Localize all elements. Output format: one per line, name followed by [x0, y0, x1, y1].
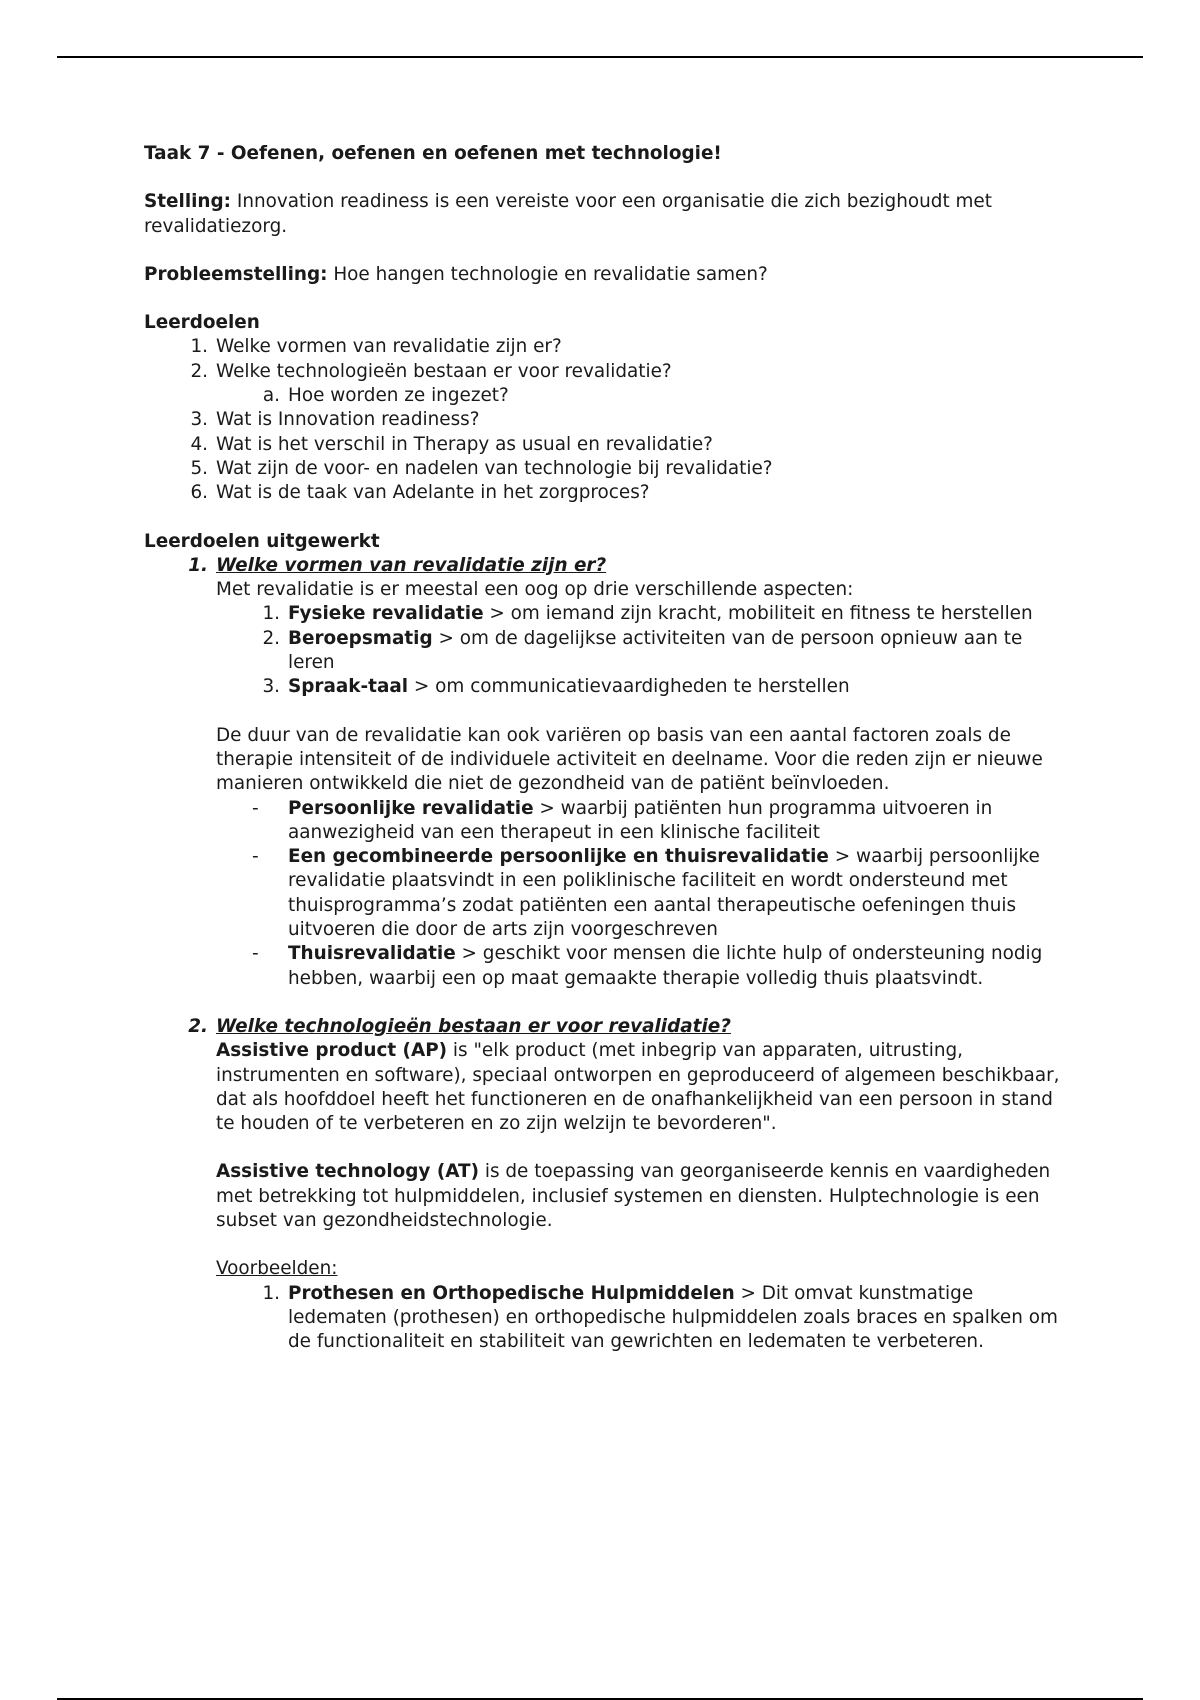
list-item: 2. Beroepsmatig > om de dagelijkse activiteiten van de persoon opnieuw aan te leren [262, 627, 1023, 674]
bullet-item: - Persoonlijke revalidatie > waarbij patiënten hun programma uitvoeren in aanwezigheid van een therapeut in een klinische faciliteit [252, 797, 993, 843]
list-item: 2. Welke technologieën bestaan er voor revalidatie? [190, 360, 672, 382]
bullet-item: - Een gecombineerde persoonlijke en thuisrevalidatie > waarbij persoonlijke revalidatie plaatsvindt in een poliklinische faciliteit en wordt ondersteund met thuisprogramma’s zodat patiënten een aantal therapeutische oefeningen thuis uitvoeren die door de arts zijn voorgeschreven [252, 846, 1040, 941]
examples-label: Voorbeelden: [216, 1258, 338, 1280]
section-1-title: 1. Welke vormen van revalidatie zijn er? [188, 554, 607, 576]
header-rule [57, 56, 1143, 58]
leerdoelen-list [144, 335, 1074, 505]
list-item: 1. Prothesen en Orthopedische Hulpmiddelen > Dit omvat kunstmatige ledematen (prothesen) en orthopedische hulpmiddelen zoals braces en spalken om de functionaliteit en stabiliteit van gewrichten en ledematen te verbeteren. [262, 1282, 1058, 1353]
leerdoelen-heading: Leerdoelen [144, 312, 260, 334]
section-1-paragraph: De duur van de revalidatie kan ook variëren op basis van een aantal factoren zoals de therapie intensiteit of de individuele activiteit en deelname. Voor die reden zijn er nieuwe manieren ontwikkeld die niet de gezondheid van de patiënt beïnvloeden. [216, 724, 1043, 795]
section-1-intro: Met revalidatie is er meestal een oog op drie verschillende aspecten: [216, 579, 854, 601]
list-item: 3. Wat is Innovation readiness? [190, 409, 480, 431]
document-title: Taak 7 - Oefenen, oefenen en oefenen met technologie! [144, 143, 722, 164]
list-item: 4. Wat is het verschil in Therapy as usual en revalidatie? [190, 433, 713, 455]
list-item: a. Hoe worden ze ingezet? [262, 385, 509, 407]
document-body [144, 142, 1074, 1354]
list-item: 1. Fysieke revalidatie > om iemand zijn kracht, mobiliteit en fitness te herstellen [262, 603, 1033, 625]
uitgewerkt-heading: Leerdoelen uitgewerkt [144, 530, 380, 552]
list-item: 6. Wat is de taak van Adelante in het zorgproces? [190, 482, 650, 504]
stelling: Stelling: Innovation readiness is een vereiste voor een organisatie die zich bezighoudt met revalidatiezorg. [144, 191, 992, 237]
list-item: 5. Wat zijn de voor- en nadelen van technologie bij revalidatie? [190, 457, 773, 479]
list-item: 3. Spraak-taal > om communicatievaardigheden te herstellen [262, 676, 850, 698]
assistive-product-paragraph: Assistive product (AP) is "elk product (met inbegrip van apparaten, uitrusting, instrumenten en software), speciaal ontworpen en geproduceerd of algemeen beschikbaar, dat als hoofddoel heeft het functioneren en de onafhankelijkheid van een persoon in stand te houden of te verbeteren en zo zijn welzijn te bevorderen". [216, 1040, 1060, 1135]
list-item: 1. Welke vormen van revalidatie zijn er? [190, 336, 562, 358]
section-2-title: 2. Welke technologieën bestaan er voor revalidatie? [188, 1015, 731, 1037]
assistive-technology-paragraph: Assistive technology (AT) is de toepassing van georganiseerde kennis en vaardigheden met betrekking tot hulpmiddelen, inclusief systemen en diensten. Hulptechnologie is een subset van gezondheidstechnologie. [216, 1161, 1051, 1231]
bullet-item: - Thuisrevalidatie > geschikt voor mensen die lichte hulp of ondersteuning nodig hebben, waarbij een op maat gemaakte therapie volledig thuis plaatsvindt. [252, 943, 1043, 989]
probleemstelling: Probleemstelling: Hoe hangen technologie en revalidatie samen? [144, 263, 768, 285]
